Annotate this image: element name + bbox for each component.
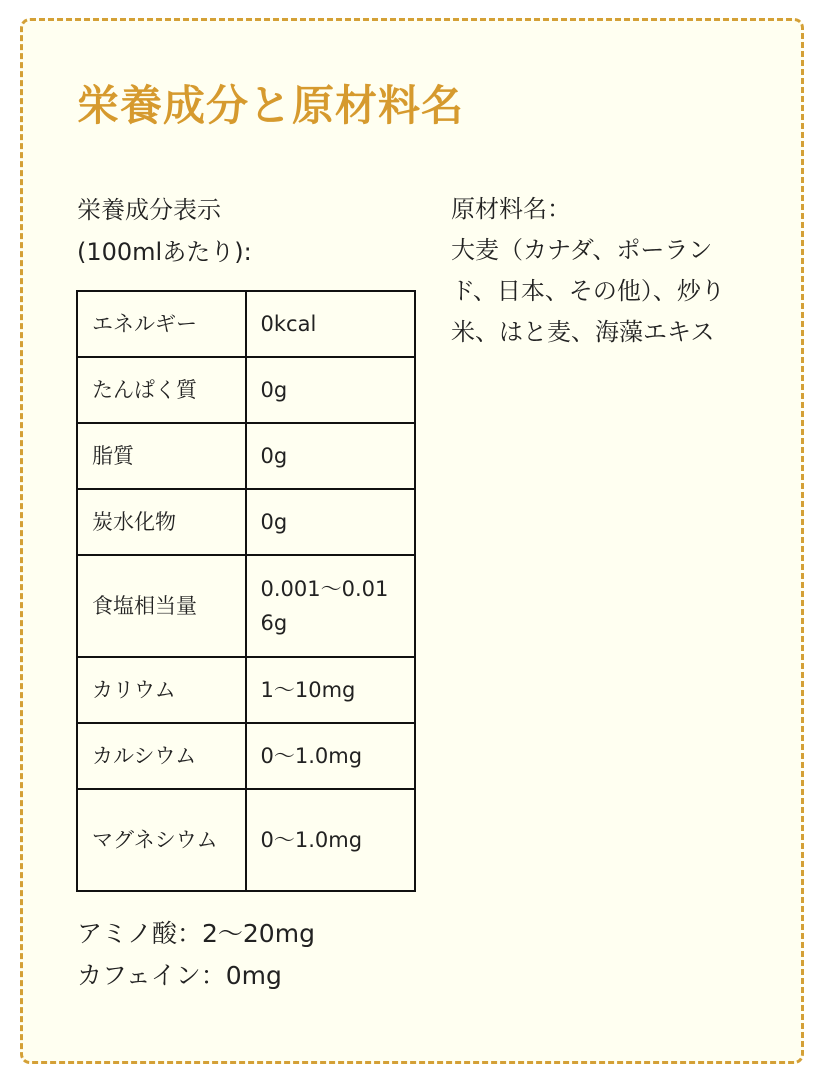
nutrient-name: 脂質: [77, 423, 246, 489]
nutrient-value: 0g: [246, 357, 415, 423]
caffeine-text: カフェイン：0mg: [77, 961, 282, 990]
nutrition-heading: [77, 189, 252, 273]
nutrition-card: [20, 18, 804, 1064]
table-row: [77, 291, 415, 357]
table-row: [77, 723, 415, 789]
nutrient-value: 0kcal: [246, 291, 415, 357]
nutrient-name: たんぱく質: [77, 357, 246, 423]
table-row: [77, 789, 415, 891]
nutrition-heading-unit: (100mlあたり):: [77, 238, 252, 266]
section-title: 栄養成分と原材料名: [77, 81, 465, 130]
nutrient-name: カリウム: [77, 657, 246, 723]
table-row: [77, 423, 415, 489]
table-row: [77, 555, 415, 657]
table-row: [77, 357, 415, 423]
nutrient-value: 0g: [246, 423, 415, 489]
materials-label: 原材料名：: [451, 195, 571, 223]
nutrient-value: 0.001～0.016g: [246, 555, 415, 657]
nutrient-name: 食塩相当量: [77, 555, 246, 657]
nutrition-table: [76, 290, 416, 892]
nutrient-value: 0～1.0mg: [246, 789, 415, 891]
materials-text: 大麦（カナダ、ポーランド、日本、その他）、炒り米、はと麦、海藻エキス: [451, 236, 725, 346]
nutrient-name: カルシウム: [77, 723, 246, 789]
nutrient-name: 炭水化物: [77, 489, 246, 555]
nutrient-value: 0g: [246, 489, 415, 555]
table-row: [77, 489, 415, 555]
nutrient-value: 0～1.0mg: [246, 723, 415, 789]
nutrient-value: 1～10mg: [246, 657, 415, 723]
amino-acid-text: アミノ酸：2～20mg: [77, 919, 315, 948]
table-row: [77, 657, 415, 723]
nutrient-name: マグネシウム: [77, 789, 246, 891]
nutrition-extras: [77, 913, 315, 997]
nutrition-heading-label: 栄養成分表示: [77, 196, 221, 224]
materials-section: [451, 189, 751, 353]
nutrient-name: エネルギー: [77, 291, 246, 357]
